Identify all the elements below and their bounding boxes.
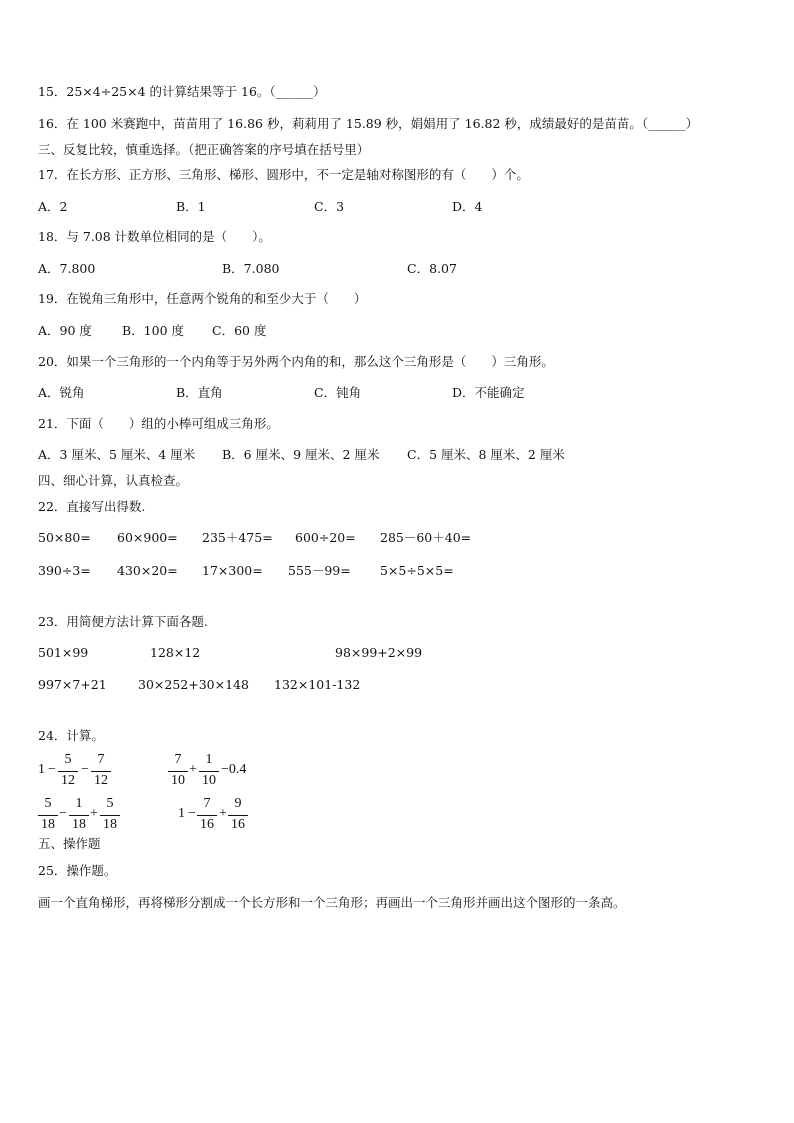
q18-option-a: A．7.800 — [38, 261, 96, 276]
q22-item: 555－99= — [288, 563, 351, 578]
q20-text: 20．如果一个三角形的一个内角等于另外两个内角的和，那么这个三角形是（ ）三角形。 — [38, 354, 554, 369]
q22-item: 17×300= — [202, 563, 263, 578]
q17-option-a: A．2 — [38, 199, 68, 214]
q18-option-b: B．7.080 — [222, 261, 280, 276]
q20-option-d: D．不能确定 — [452, 385, 525, 400]
q25-text: 25．操作题。 — [38, 863, 117, 878]
q24-expression-3: 5 18 − 1 18 + 5 18 — [38, 796, 128, 840]
section5-heading: 五、操作题 — [38, 836, 101, 851]
q15-text: 15．25×4÷25×4 的计算结果等于 16。（______） — [38, 84, 326, 99]
q17-option-c: C．3 — [314, 199, 345, 214]
q16-text: 16．在 100 米赛跑中，苗苗用了 16.86 秒，莉莉用了 15.89 秒，娟娟用了 16.82 秒，成绩最好的是苗苗。（______） — [38, 116, 699, 131]
q25-instruction: 画一个直角梯形，再将梯形分割成一个长方形和一个三角形；再画出一个三角形并画出这个图形的一条高。 — [38, 895, 626, 910]
q18-option-c: C．8.07 — [407, 261, 457, 276]
q24-expression-1: 1 − 5 12 − 7 12 — [38, 752, 118, 796]
q22-item: 430×20= — [117, 563, 178, 578]
q22-item: 50×80= — [38, 530, 91, 545]
q19-option-c: C．60 度 — [212, 323, 267, 338]
q24-expression-4: 1 − 7 16 + 9 16 — [178, 796, 258, 840]
q19-option-b: B．100 度 — [122, 323, 185, 338]
q23-item: 128×12 — [150, 645, 201, 660]
q24-expression-2: 7 10 + 1 10 −0.4 — [168, 752, 258, 796]
q23-item: 98×99+2×99 — [335, 645, 423, 660]
q23-item: 501×99 — [38, 645, 89, 660]
q22-item: 285－60＋40= — [380, 530, 472, 545]
q19-option-a: A．90 度 — [38, 323, 92, 338]
q22-text: 22．直接写出得数. — [38, 499, 146, 514]
q22-item: 60×900= — [117, 530, 178, 545]
q17-option-b: B．1 — [176, 199, 206, 214]
q23-item: 132×101-132 — [274, 677, 361, 692]
q21-option-a: A．3 厘米、5 厘米、4 厘米 — [38, 447, 196, 462]
q19-text: 19．在锐角三角形中，任意两个锐角的和至少大于（ ） — [38, 291, 367, 306]
q23-item: 30×252+30×148 — [138, 677, 249, 692]
q17-text: 17．在长方形、正方形、三角形、梯形、圆形中，不一定是轴对称图形的有（ ）个。 — [38, 167, 529, 182]
q23-text: 23．用简便方法计算下面各题. — [38, 614, 208, 629]
q21-text: 21．下面（ ）组的小棒可组成三角形。 — [38, 416, 279, 431]
q18-text: 18．与 7.08 计数单位相同的是（ ）。 — [38, 229, 271, 244]
q23-item: 997×7+21 — [38, 677, 107, 692]
q20-option-b: B．直角 — [176, 385, 223, 400]
q20-option-a: A．锐角 — [38, 385, 85, 400]
q20-option-c: C．钝角 — [314, 385, 362, 400]
q22-item: 390÷3= — [38, 563, 91, 578]
section4-heading: 四、细心计算，认真检查。 — [38, 473, 189, 488]
section3-heading: 三、反复比较，慎重选择。（把正确答案的序号填在括号里） — [38, 142, 370, 157]
q21-option-c: C．5 厘米、8 厘米、2 厘米 — [407, 447, 565, 462]
q22-item: 5×5÷5×5= — [380, 563, 454, 578]
q22-item: 235＋475= — [202, 530, 273, 545]
q17-option-d: D．4 — [452, 199, 483, 214]
q24-text: 24．计算。 — [38, 728, 104, 743]
q21-option-b: B．6 厘米、9 厘米、2 厘米 — [222, 447, 380, 462]
q22-item: 600÷20= — [295, 530, 356, 545]
